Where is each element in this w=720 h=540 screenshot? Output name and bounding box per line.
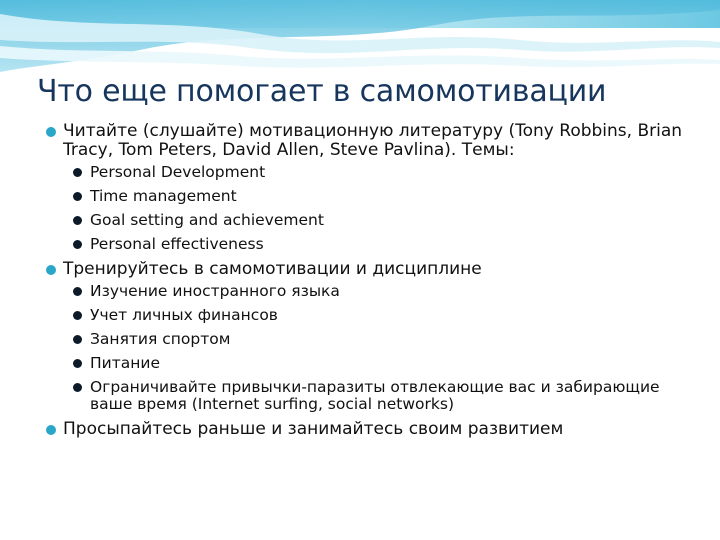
bullet-dot-icon [73,383,82,392]
bullet-dot-icon [73,216,82,225]
sub-bullet-item [73,212,686,229]
bullet-group-2 [46,260,686,413]
bullet-item [46,122,686,160]
bullet-item [46,420,686,439]
sub-bullet-item [73,236,686,253]
bullet-dot-icon [46,425,56,435]
bullet-text: Тренируйтесь в самомотивации и дисциплине [63,259,482,279]
sub-bullet-text: Goal setting and achievement [90,211,324,229]
sub-bullet-text: Personal effectiveness [90,235,264,253]
sub-bullet-text: Personal Development [90,163,266,181]
bullet-group-1 [46,122,686,253]
bullet-group-3 [46,420,686,439]
bullet-dot-icon [73,168,82,177]
bullet-text: Просыпайтесь раньше и занимайтесь своим развитием [63,419,564,439]
bullet-dot-icon [73,359,82,368]
bullet-dot-icon [73,287,82,296]
bullet-item [46,260,686,279]
bullet-dot-icon [73,192,82,201]
slide-title: Что еще помогает в самомотивации [37,74,607,109]
sub-bullet-text: Изучение иностранного языка [90,282,340,300]
bullet-list [46,122,686,443]
sub-bullet-item [73,188,686,205]
bullet-dot-icon [46,265,56,275]
bullet-dot-icon [73,240,82,249]
sub-bullet-text: Занятия спортом [90,330,231,348]
sub-bullet-item [73,355,686,372]
sub-bullet-text: Питание [90,354,160,372]
bullet-dot-icon [73,311,82,320]
bullet-dot-icon [46,127,56,137]
sub-bullet-item [73,283,686,300]
sub-bullet-item [73,379,686,413]
sub-bullet-text: Учет личных финансов [90,306,278,324]
bullet-dot-icon [73,335,82,344]
sub-bullet-text: Ограничивайте привычки-паразиты отвлекающие вас и забирающие ваше время (Internet surfing, social networks) [90,378,660,413]
sub-bullet-item [73,331,686,348]
sub-bullet-item [73,307,686,324]
sub-bullet-text: Time management [90,187,237,205]
bullet-text: Читайте (слушайте) мотивационную литературу (Tony Robbins, Brian Tracy, Tom Peters, David Allen, Steve Pavlina). Темы: [63,121,683,160]
sub-bullet-item [73,164,686,181]
